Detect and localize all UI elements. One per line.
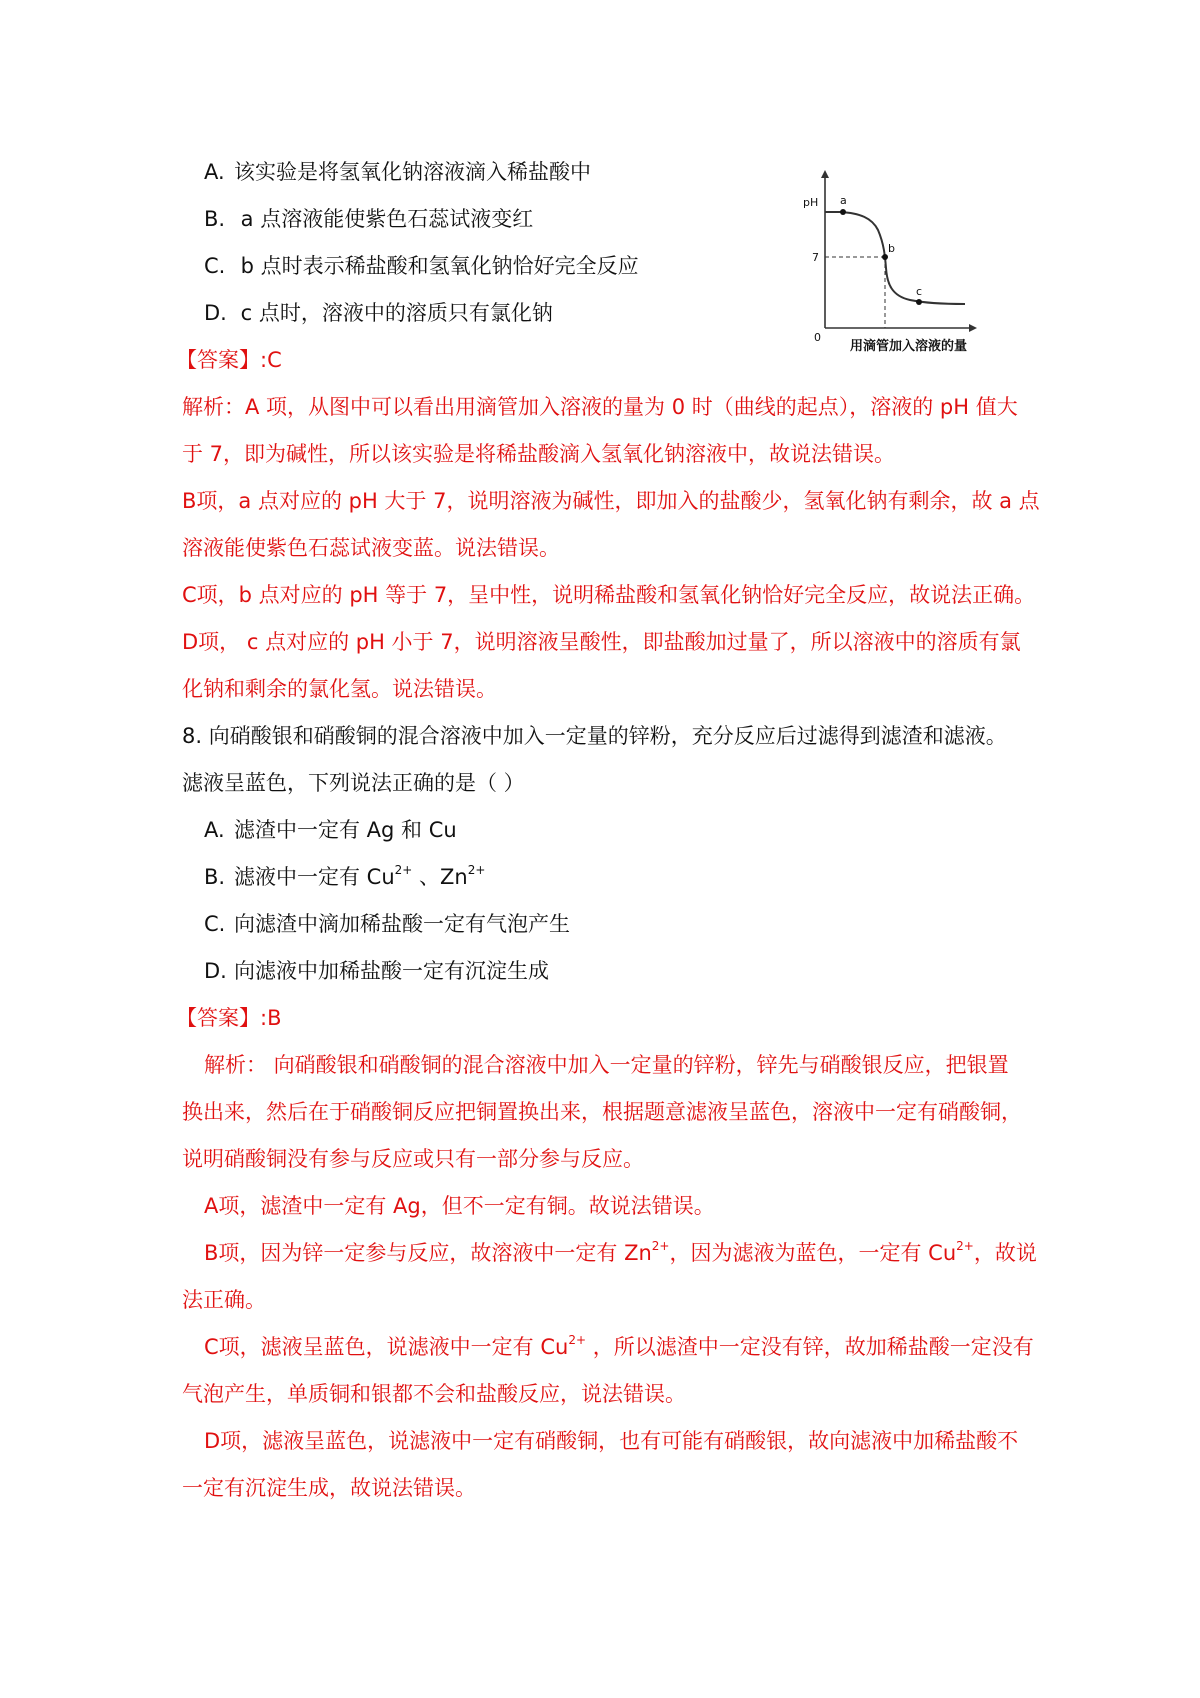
- q7-analysis-line-3: B项，a 点对应的 pH 大于 7，说明溶液为碱性，即加入的盐酸少，氢氧化钠有剩余，故 a 点: [182, 489, 1040, 513]
- analysis-text: ，因为滤液为蓝色，一定有 Cu: [669, 1241, 957, 1265]
- y-axis-label: pH: [803, 196, 819, 209]
- q7-option-c: [204, 251, 639, 281]
- q8-analysis-line-2: 换出来，然后在于硝酸铜反应把铜置换出来，根据题意滤液呈蓝色，溶液中一定有硝酸铜，: [182, 1100, 1022, 1124]
- option-text: b 点时表示稀盐酸和氢氧化钠恰好完全反应: [234, 254, 639, 278]
- superscript: 2+: [956, 1239, 974, 1253]
- point-c-marker: [916, 299, 922, 305]
- q8-analysis-b-line-2: 法正确。: [182, 1288, 266, 1312]
- option-text: 滤液中一定有 Cu: [234, 865, 395, 889]
- q8-option-d: [204, 956, 549, 986]
- option-letter: A.: [204, 160, 225, 184]
- superscript: 2+: [467, 863, 486, 877]
- superscript: 2+: [394, 863, 413, 877]
- q8-stem-line-2: 滤液呈蓝色，下列说法正确的是（ ）: [182, 771, 525, 795]
- option-letter: B.: [204, 865, 226, 889]
- origin-label: 0: [814, 331, 821, 344]
- q8-answer: 【答案】:B: [176, 1006, 282, 1030]
- q8-analysis-d-line-2: 一定有沉淀生成，故说法错误。: [182, 1476, 476, 1500]
- analysis-text: B项，因为锌一定参与反应，故溶液中一定有 Zn: [204, 1241, 652, 1265]
- q8-stem-line-1: 8. 向硝酸银和硝酸铜的混合溶液中加入一定量的锌粉，充分反应后过滤得到滤渣和滤液。: [182, 724, 1007, 748]
- analysis-text: ，故说: [973, 1241, 1037, 1265]
- x-axis-label: 用滴管加入溶液的量: [850, 339, 968, 354]
- analysis-text: C项，滤液呈蓝色，说滤液中一定有 Cu: [204, 1335, 569, 1359]
- point-b-label: b: [888, 242, 895, 255]
- option-letter: B.: [204, 207, 226, 231]
- q8-analysis-b-line-1: [204, 1238, 1037, 1268]
- q8-option-b: [204, 862, 485, 892]
- option-text: 、Zn: [412, 865, 468, 889]
- q7-option-b: [204, 204, 533, 234]
- q8-analysis-a: A项，滤渣中一定有 Ag，但不一定有铜。故说法错误。: [204, 1194, 715, 1218]
- analysis-text: ，所以滤渣中一定没有锌，故加稀盐酸一定没有: [586, 1335, 1034, 1359]
- q7-analysis-line-7: 化钠和剩余的氯化氢。说法错误。: [182, 677, 497, 701]
- q8-option-c: [204, 909, 570, 939]
- option-text: c 点时，溶液中的溶质只有氯化钠: [234, 301, 553, 325]
- q8-analysis-line-1: 解析： 向硝酸银和硝酸铜的混合溶液中加入一定量的锌粉，锌先与硝酸银反应，把银置: [204, 1053, 1009, 1077]
- option-text: 滤渣中一定有 Ag 和 Cu: [234, 818, 457, 842]
- point-a-marker: [840, 209, 846, 215]
- q8-option-a: [204, 815, 457, 845]
- q8-analysis-d-line-1: D项，滤液呈蓝色，说滤液中一定有硝酸铜，也有可能有硝酸银，故向滤液中加稀盐酸不: [204, 1429, 1019, 1453]
- option-text: 向滤液中加稀盐酸一定有沉淀生成: [234, 959, 549, 983]
- option-letter: D.: [204, 301, 227, 325]
- q7-analysis-line-2: 于 7，即为碱性，所以该实验是将稀盐酸滴入氢氧化钠溶液中，故说法错误。: [182, 442, 896, 466]
- q7-analysis-line-1: 解析：A 项，从图中可以看出用滴管加入溶液的量为 0 时（曲线的起点），溶液的 pH 值大: [182, 395, 1018, 419]
- option-letter: C.: [204, 912, 226, 936]
- superscript: 2+: [568, 1333, 587, 1347]
- option-text: 该实验是将氢氧化钠溶液滴入稀盐酸中: [234, 160, 591, 184]
- option-letter: C.: [204, 254, 226, 278]
- q7-analysis-line-4: 溶液能使紫色石蕊试液变蓝。说法错误。: [182, 536, 560, 560]
- q7-analysis-line-6: D项， c 点对应的 pH 小于 7，说明溶液呈酸性，即盐酸加过量了，所以溶液中的溶质有氯: [182, 630, 1021, 654]
- titration-curve: [825, 212, 965, 304]
- q7-analysis-line-5: C项，b 点对应的 pH 等于 7，呈中性，说明稀盐酸和氢氧化钠恰好完全反应，故说法正确。: [182, 583, 1036, 607]
- ph-titration-graph: [800, 168, 990, 358]
- point-a-label: a: [840, 194, 847, 207]
- option-letter: D.: [204, 959, 227, 983]
- q7-answer: 【答案】:C: [176, 348, 282, 372]
- q7-option-d: [204, 298, 553, 328]
- option-text: 向滤渣中滴加稀盐酸一定有气泡产生: [234, 912, 570, 936]
- tick-7-label: 7: [812, 251, 819, 264]
- q8-analysis-c-line-2: 气泡产生，单质铜和银都不会和盐酸反应，说法错误。: [182, 1382, 686, 1406]
- q8-analysis-line-3: 说明硝酸铜没有参与反应或只有一部分参与反应。: [182, 1147, 644, 1171]
- q8-analysis-c-line-1: [204, 1332, 1034, 1362]
- option-letter: A.: [204, 818, 225, 842]
- option-text: a 点溶液能使紫色石蕊试液变红: [234, 207, 534, 231]
- q7-option-a: [204, 157, 591, 187]
- point-c-label: c: [916, 285, 923, 298]
- superscript: 2+: [651, 1239, 670, 1253]
